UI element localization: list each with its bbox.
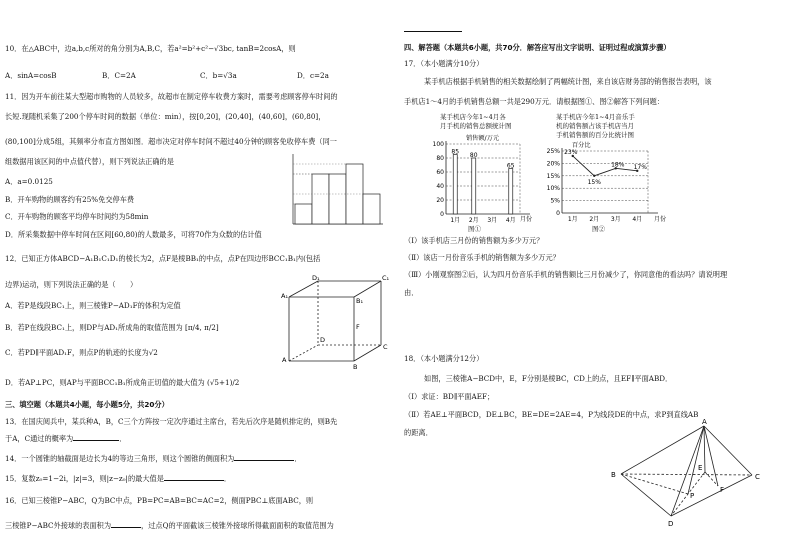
fig1-data-label: 80 <box>469 152 478 159</box>
q11-stem-2: 长短.现随机采集了200个停车时间的数据（单位：min），按[0,20]，(20,40]，(40,60]，(60,80]， <box>5 112 326 121</box>
tetra-label-p: P <box>690 492 695 500</box>
q12-option-a: A．若P是线段BC₁上，则三棱锥P−AD₁F的体积为定值 <box>5 301 181 310</box>
q13-blank <box>73 433 119 441</box>
cube-label-a: A <box>282 356 287 364</box>
fig1-ytick: 20 <box>436 197 444 204</box>
cube-label-f: F <box>356 323 360 331</box>
q17-part-2: （Ⅱ）该店一月份音乐手机的销售额为多少万元？ <box>404 253 560 262</box>
q15-blank <box>164 473 224 481</box>
fig1-title-2: 月手机的销售总额统计图 <box>440 122 512 130</box>
cube-label-d1: D₁ <box>312 275 320 282</box>
q17-line-2: 手机店1～4月的手机销售总额一共是290万元．请根据图①、图②解答下列问题： <box>404 97 665 106</box>
q17-part-3-line-2: 由． <box>404 288 419 297</box>
q13-line-1: 13．在国庆阅兵中，某兵种A，B，C三个方阵按一定次序通过主席台，若先后次序是随机排定的，则B先 <box>5 417 338 426</box>
fig2-data-label: 18% <box>611 161 625 169</box>
cube-label-c1: C₁ <box>382 275 390 282</box>
fig2-xtick: 3月 <box>610 216 621 223</box>
q18-part-2-line-2: 的距离． <box>404 428 433 437</box>
histogram-bar <box>363 194 380 224</box>
q12-option-c: C．若PD∥平面AD₁F，则点P的轨迹的长度为√2 <box>5 348 158 357</box>
q11-option-d: D．所采集数据中停车时间在区间[60,80)的人数最多，可将70作为众数的估计值 <box>5 230 262 239</box>
fig1-ylabel: 销售额/万元 <box>466 135 500 142</box>
q11-stem-1: 11．因为开车前往某大型超市购物的人员较多，故超市在制定停车收费方案时，需要考虑顾客停车时间的 <box>5 92 338 101</box>
q18-part-1: （Ⅰ）求证：BD∥平面AEF； <box>404 392 495 401</box>
tetra-label-d: D <box>668 520 674 528</box>
q11-histogram <box>287 152 385 230</box>
q12-stem-1: 12．已知正方体ABCD−A₁B₁C₁D₁的棱长为2，点F是棱BB₁的中点，点P在四边形BCC₁B₁内(包括 <box>5 254 321 263</box>
q17-title: 17．（本小题满分10分） <box>404 59 484 68</box>
q17-part-1: （Ⅰ）该手机店三月份的销售额为多少万元？ <box>404 236 544 245</box>
q15: 15．复数z₀=1−2i，|z|=3，则|z−z₀|的最大值是 ． <box>5 474 232 483</box>
fill-section-heading: 三、填空题（本题共4小题，每小题5分，共20分） <box>5 400 169 409</box>
fig2-point <box>593 175 595 177</box>
fig1-xtick: 3月 <box>487 217 498 224</box>
fig1-ytick: 0 <box>440 211 444 218</box>
fig2-xtick: 4月 <box>632 216 643 223</box>
fig1-ytick: 100 <box>432 141 444 148</box>
tetra-label-a: A <box>702 418 707 426</box>
fig2-data-label: 15% <box>587 178 601 186</box>
q11-stem-3: (80,100]分成5组，其频率分布直方图如图．超市决定对停车时间不超过40分钟的顾客免收停车费（同一 <box>5 137 337 146</box>
fig2-data-label: 23% <box>564 148 578 156</box>
q12-option-b-range: [π/4, π/2] <box>185 323 219 332</box>
q18-line-1: 如图，三棱锥A−BCD中，E，F分别是棱BC，CD上的点，且EF∥平面ABD． <box>424 374 673 383</box>
tetra-label-f: F <box>720 486 725 494</box>
q12-stem-2: 边界)运动，则下列说法正确的是（ ） <box>5 280 138 289</box>
q12-option-d: D．若AP⊥PC，则AP与平面BCC₁B₁所成角正切值的最大值为 (√5+1)/2 <box>5 378 240 387</box>
fig2-ytick: 5% <box>550 197 560 205</box>
q12-option-b: B．若P在线段BC₁上，则DP与AD₁所成角的取值范围为 [π/4, π/2] <box>5 323 219 332</box>
fig1-bar <box>472 158 476 214</box>
fig1-xtick: 1月 <box>450 217 461 224</box>
cube-label-c: C <box>383 343 388 351</box>
q16-line-2: 三棱锥P−ABC外接球的表面积为 ，过点Q的平面截该三棱锥外接球所得截面面积的取值范围为 <box>5 521 334 530</box>
fig2-ylabel: 百分比 <box>572 142 591 149</box>
q11-stem-4: 组数据用该区间的中点值代替），则下列说法正确的是 <box>5 157 174 166</box>
q14-blank <box>234 453 294 461</box>
q18-tetrahedron-figure <box>609 418 774 530</box>
q10-option-d: D．c=2a <box>297 71 329 80</box>
sales-bar-chart <box>422 131 542 226</box>
fig1-xlabel: 月份 <box>520 216 533 223</box>
q10-stem: 10．在△ABC中，边a,b,c所对的角分别为A,B,C，若a²=b²+c²−√3bc, tanB=2cosA，则 <box>5 44 296 53</box>
fig1-data-label: 65 <box>506 162 515 170</box>
fig2-ytick: 10% <box>546 185 560 193</box>
q18-part-2-line-1: （Ⅱ）若AE⊥平面BCD，DE⊥BC，BE=DE=2AE=4，P为线段DE的中点，求P到直线AB <box>404 410 699 419</box>
fig2-title-1: 某手机店今年1~4月音乐手 <box>556 113 635 121</box>
answer-line <box>404 31 462 32</box>
tetra-label-c: C <box>755 473 760 481</box>
cube-label-b: B <box>353 363 358 370</box>
fig2-ytick: 20% <box>546 160 560 168</box>
tetra-label-b: B <box>611 471 616 479</box>
q16-blank-1 <box>111 520 141 528</box>
q11-option-a: A．a=0.0125 <box>5 177 53 186</box>
fig2-ytick: 15% <box>546 172 560 180</box>
q10-option-b: B．C=2A <box>102 71 136 80</box>
q11-option-c: C．开车购物的顾客平均停车时间约为58min <box>5 212 149 221</box>
fig2-xtick: 1月 <box>567 216 578 223</box>
fig1-data-label: 85 <box>451 148 460 156</box>
q17-part-3-line-1: （Ⅲ）小刚观察图②后，认为四月份音乐手机的销售额比三月份减少了，你同意他的看法吗？请说明理 <box>404 270 728 279</box>
music-phone-line-chart <box>536 139 676 229</box>
q14: 14．一个圆锥的轴截面是边长为4的等边三角形，则这个圆锥的侧面积为 ． <box>5 454 302 463</box>
solution-section-heading: 四、解答题（本题共6小题，共70分．解答应写出文字说明、证明过程或演算步骤） <box>404 43 671 52</box>
fig1-xtick: 4月 <box>505 217 516 224</box>
fig2-data-label: 17% <box>633 163 647 171</box>
q16-line-1: 16．已知三棱锥P−ABC，Q为BC中点，PB=PC=AB=BC=AC=2，侧面PBC⊥底面ABC，则 <box>5 496 314 505</box>
fig1-ytick: 80 <box>436 155 444 162</box>
fig2-xtick: 2月 <box>589 216 600 223</box>
q13-line-2: 于A，C通过的概率为 ． <box>5 434 127 443</box>
fig2-ytick: 0 <box>556 210 560 217</box>
fig1-ytick: 40 <box>436 183 444 190</box>
histogram-bar <box>312 174 329 224</box>
fig2-caption: 图② <box>592 225 605 233</box>
fig2-title-2: 机的销售额占该手机店当月 <box>556 122 634 130</box>
fig2-title-3: 手机销售额的百分比统计图 <box>556 131 634 139</box>
fig2-ytick: 25% <box>546 148 560 155</box>
fig1-xtick: 2月 <box>468 217 479 224</box>
q11-option-b: B．开车购物的顾客约有25%免交停车费 <box>5 195 135 204</box>
fig2-xlabel: 月份 <box>654 216 667 223</box>
q17-line-1: 某手机店根据手机销售的相关数据绘制了两幅统计图，来自该店财务部的销售报告表明，该 <box>424 77 712 86</box>
q10-option-c: C．b=√3a <box>200 71 237 80</box>
histogram-bar <box>329 174 346 224</box>
cube-label-b1: B₁ <box>356 297 364 305</box>
fig1-ytick: 60 <box>436 169 444 176</box>
fig1-bar <box>453 155 457 215</box>
histogram-bars <box>293 164 380 224</box>
fig1-title-1: 某手机店今年1~4月各 <box>440 113 506 121</box>
fig2-series-line <box>573 156 638 176</box>
q10-option-a: A．sinA=cosB <box>5 71 57 80</box>
fig1-bar <box>509 169 513 215</box>
cube-label-a1: A₁ <box>281 292 289 300</box>
q12-cube-figure <box>281 275 393 370</box>
fig1-caption: 图① <box>468 225 481 233</box>
histogram-bar <box>295 204 312 224</box>
cube-label-d: D <box>320 336 326 344</box>
tetra-label-e: E <box>698 464 703 472</box>
q18-title: 18．（本小题满分12分） <box>404 354 484 363</box>
